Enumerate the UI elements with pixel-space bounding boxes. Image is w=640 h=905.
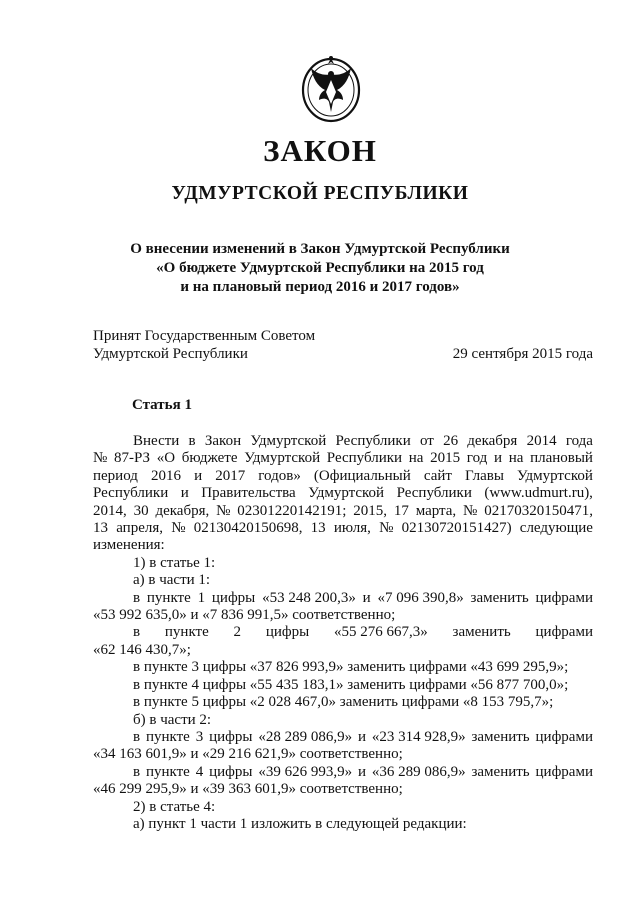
word: и — [180, 485, 189, 502]
word: Республики — [326, 450, 403, 467]
word: и — [493, 450, 502, 467]
word: «7 096 390,8» — [377, 589, 464, 606]
word: Удмуртской — [308, 485, 385, 502]
word: бюджете — [181, 450, 238, 467]
word: № — [171, 520, 186, 537]
word: в — [133, 589, 141, 606]
word: от — [419, 433, 434, 449]
word: «39 626 993,9» — [258, 763, 353, 780]
word: цифрами — [535, 763, 593, 780]
text-line: «53 992 635,0» и «7 836 991,5» соответственно; — [93, 607, 396, 624]
word: декабря — [467, 433, 518, 449]
word: в — [133, 624, 141, 641]
word: 2016 — [151, 467, 181, 484]
word: 13 — [310, 520, 326, 537]
word: «О — [156, 450, 176, 467]
text-line: «62 146 430,7»; — [93, 641, 191, 658]
text-line: а) в части 1: — [133, 572, 211, 589]
text-line: в пункте 5 цифры «2 028 467,0» заменить цифрами «8 153 795,7»; — [133, 694, 554, 711]
word: «55 276 667,3» — [334, 624, 428, 641]
word: 87-РЗ — [114, 450, 151, 467]
word: 02170320150471, — [484, 502, 593, 519]
word: и — [357, 763, 366, 780]
text-line — [93, 590, 593, 607]
word: Республики — [396, 485, 472, 502]
text-line — [93, 503, 593, 520]
word: 1 — [197, 589, 206, 606]
word: «36 289 086,9» — [371, 763, 466, 780]
word: Внести — [133, 433, 180, 449]
document-title: ЗАКОН — [263, 133, 377, 168]
word: и — [357, 728, 366, 745]
text-line — [93, 520, 593, 537]
word: 17 — [393, 502, 409, 519]
article-heading: Статья 1 — [132, 397, 192, 413]
word: в — [133, 728, 141, 745]
text-line: б) в части 2: — [133, 711, 212, 728]
word: цифрами — [535, 624, 593, 641]
word: 13 — [93, 520, 108, 537]
word: № — [93, 450, 108, 467]
word: 2015 — [430, 450, 461, 467]
word: 26 — [443, 433, 459, 449]
word: цифры — [265, 624, 310, 641]
word: Республики — [93, 485, 169, 502]
word: Республики — [335, 433, 411, 449]
text-line: «34 163 601,9» и «29 216 621,9» соответственно; — [93, 746, 403, 763]
word: Главы — [465, 467, 504, 484]
word: год — [466, 450, 488, 467]
word: сайт — [423, 467, 452, 484]
adopted-by: Принят Государственным Советом — [93, 328, 316, 344]
word: 02130720151427) — [401, 520, 512, 537]
text-line: 2) в статье 4: — [133, 798, 216, 815]
word: № — [216, 502, 231, 519]
word: пункте — [164, 624, 209, 641]
word: пункте — [146, 589, 191, 606]
law-name-line: «О бюджете Удмуртской Республики на 2015 год — [156, 260, 484, 276]
text-line — [93, 450, 593, 467]
document-subtitle: УДМУРТСКОЙ РЕСПУБЛИКИ — [171, 183, 469, 204]
word: «28 289 086,9» — [258, 728, 353, 745]
word: и — [194, 467, 203, 484]
word: заменить — [471, 728, 530, 745]
udmurt-coat-of-arms-icon — [299, 52, 363, 124]
word: плановый — [530, 450, 593, 467]
word: Правительства — [201, 485, 296, 502]
word: 3 — [195, 728, 204, 745]
text-line — [93, 729, 593, 746]
word: годов» — [258, 467, 301, 484]
word: «53 248 200,3» — [262, 589, 356, 606]
word: 2015, — [353, 502, 387, 519]
word: № — [379, 520, 394, 537]
word: 2 — [233, 624, 242, 641]
word: цифры — [209, 763, 253, 780]
word: на — [408, 450, 424, 467]
adopted-by-republic: Удмуртской Республики — [93, 346, 248, 362]
word: в — [188, 433, 196, 449]
word: Закон — [204, 433, 242, 449]
text-line — [93, 764, 593, 781]
word: цифрами — [535, 589, 593, 606]
text-line: «46 299 295,9» и «39 363 601,9» соответственно; — [93, 781, 403, 798]
word: 02130420150698, — [193, 520, 303, 537]
word: цифрами — [535, 728, 593, 745]
word: (www.udmurt.ru), — [484, 485, 593, 502]
word: 4 — [195, 763, 204, 780]
text-line — [93, 624, 593, 641]
word: заменить — [471, 763, 530, 780]
word: 30 — [133, 502, 149, 519]
text-line: в пункте 3 цифры «37 826 993,9» заменить цифрами «43 699 295,9»; — [133, 659, 569, 676]
law-name-line: О внесении изменений в Закон Удмуртской Республики — [130, 241, 510, 257]
word: (Официальный — [313, 467, 411, 484]
adoption-date: 29 сентября 2015 года — [452, 346, 593, 362]
text-line: а) пункт 1 части 1 изложить в следующей редакции: — [133, 815, 467, 832]
adoption-info — [93, 327, 593, 363]
word: пункте — [145, 763, 190, 780]
word: № — [463, 502, 478, 519]
word: 02301220142191; — [237, 502, 347, 519]
text-line — [93, 433, 593, 450]
word: следующие — [519, 520, 593, 537]
word: 2014 — [526, 433, 557, 449]
word: и — [362, 589, 371, 606]
word: заменить — [452, 624, 511, 641]
word: пункте — [145, 728, 190, 745]
word: период — [93, 467, 138, 484]
word: апреля, — [116, 520, 163, 537]
word: года — [565, 433, 593, 449]
word: 2017 — [215, 467, 246, 484]
text-line: в пункте 4 цифры «55 435 183,1» заменить цифрами «56 877 700,0»; — [133, 676, 569, 693]
article-text — [93, 433, 593, 833]
word: 2014, — [93, 502, 127, 519]
law-name — [60, 240, 580, 297]
word: цифры — [211, 589, 256, 606]
law-name-line: и на плановый период 2016 и 2017 годов» — [180, 279, 460, 295]
text-line: изменения: — [93, 537, 165, 554]
word: заменить — [470, 589, 529, 606]
word: июля, — [333, 520, 371, 537]
word: «23 314 928,9» — [371, 728, 466, 745]
text-line — [93, 485, 593, 502]
word: декабря, — [155, 502, 210, 519]
word: в — [133, 763, 141, 780]
text-line: 1) в статье 1: — [133, 554, 216, 571]
word: на — [508, 450, 524, 467]
word: марта, — [415, 502, 457, 519]
word: цифры — [209, 728, 253, 745]
word: Удмуртской — [244, 450, 321, 467]
word: Удмуртской — [250, 433, 327, 449]
word: Удмуртской — [516, 467, 593, 484]
text-line — [93, 468, 593, 485]
